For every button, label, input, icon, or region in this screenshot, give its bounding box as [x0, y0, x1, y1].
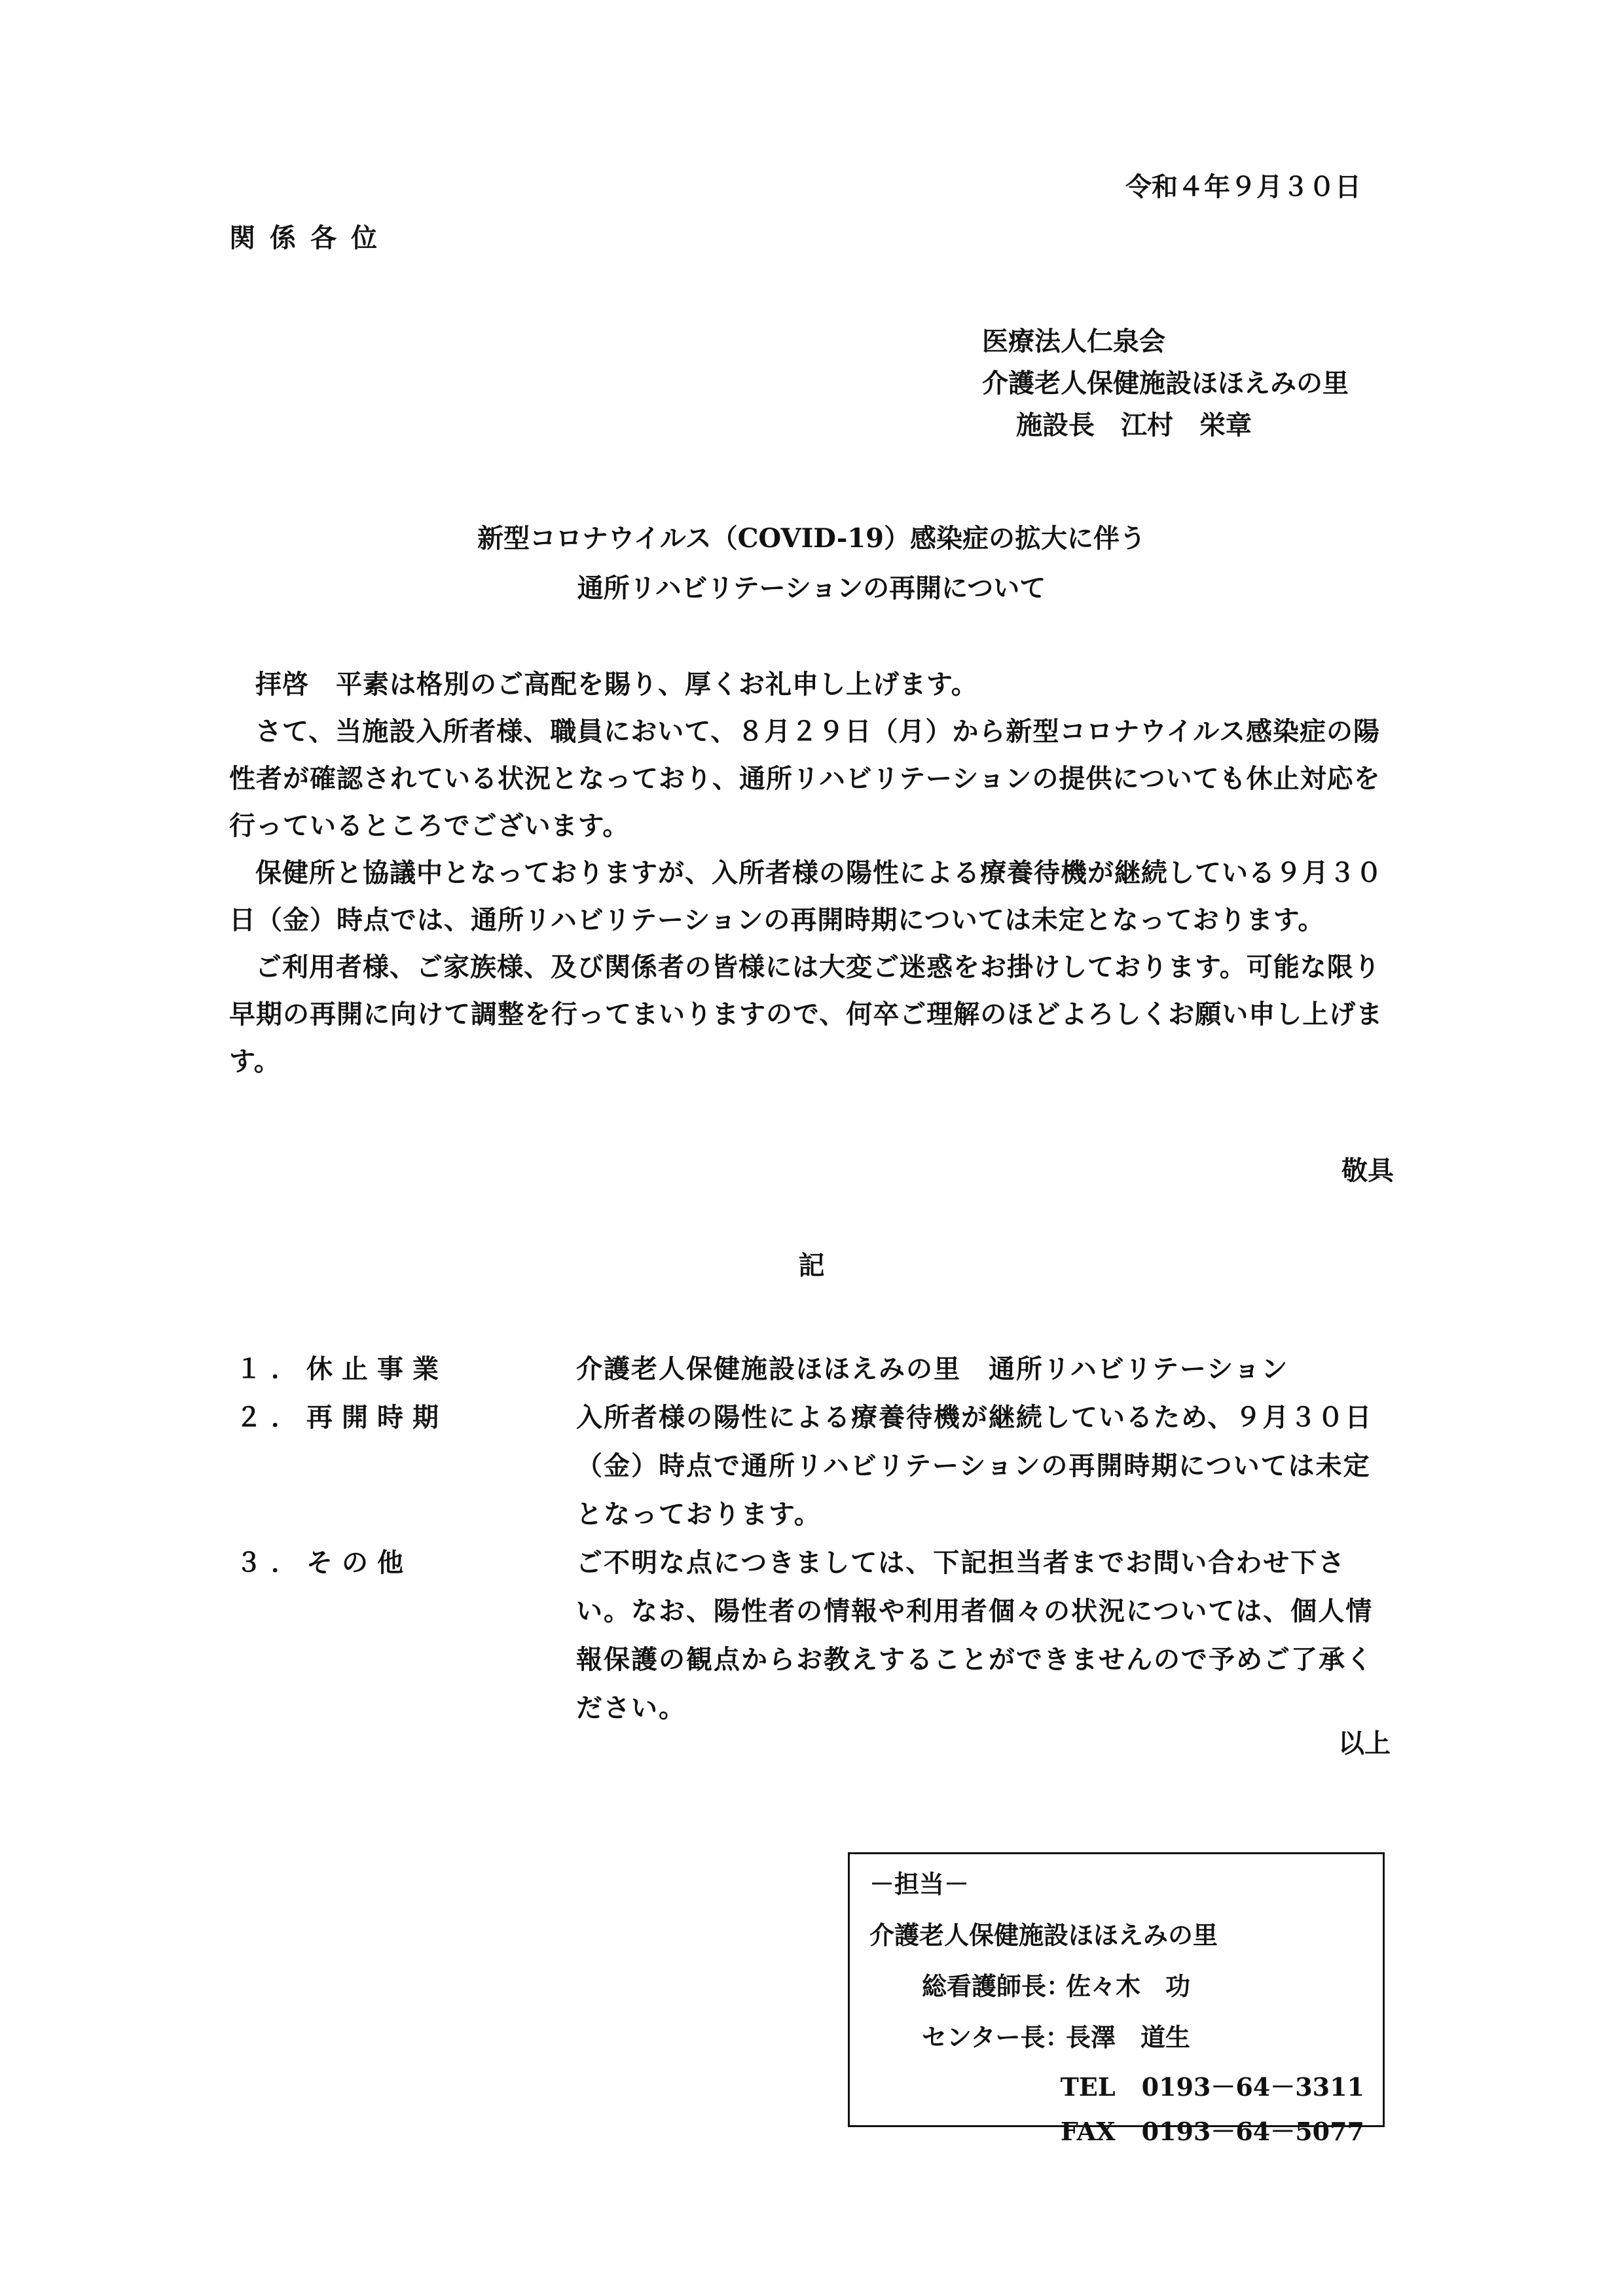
details-list	[236, 1345, 1401, 1732]
closing-keigu: 敬具	[1341, 1155, 1394, 1186]
sender-block	[982, 321, 1349, 446]
contact-name: 佐々木 功	[1066, 1971, 1191, 2001]
detail-value: ご不明な点につきましては、下記担当者までお問い合わせ下さい。なお、陽性者の情報や利用者個々の状況については、個人情報保護の観点からお教えすることができませんので予めご了承ください。	[576, 1547, 1374, 1723]
contact-person-2	[922, 2022, 1190, 2053]
body-paragraph: ご利用者様、ご家族様、及び関係者の皆様には大変ご迷惑をお掛けしております。可能な限り早期の再開に向けて調整を行ってまいりますので、何卒ご理解のほどよろしくお願い申し上げます。	[229, 952, 1383, 1077]
document-date: 令和４年９月３０日	[1125, 171, 1361, 202]
sender-director: 施設長 江村 栄章	[1016, 410, 1252, 440]
sender-organization: 医療法人仁泉会	[982, 326, 1165, 357]
contact-name: 長澤 道生	[1066, 2022, 1191, 2052]
closing-ijo: 以上	[1338, 1728, 1391, 1759]
contact-facility: 介護老人保健施設ほほえみの里	[869, 1920, 1218, 1950]
body-paragraph: 拝啓 平素は格別のご高配を賜り、厚くお礼申し上げます。	[255, 669, 978, 700]
detail-value: 入所者様の陽性による療養待機が継続しているため、９月３０日（金）時点で通所リハビリテーションの再開時期については未定となっております。	[576, 1402, 1373, 1530]
detail-row	[236, 1393, 1401, 1539]
contact-heading: －担当－	[869, 1869, 970, 1899]
contact-box	[848, 1852, 1385, 2146]
contact-person-1	[922, 1971, 1190, 2002]
contact-tel	[1061, 2072, 1364, 2103]
detail-label: ２．再開時期	[236, 1402, 448, 1433]
detail-value: 介護老人保健施設ほほえみの里 通所リハビリテーション	[576, 1354, 1289, 1384]
ki-heading: 記	[798, 1250, 825, 1281]
tel-label: TEL	[1060, 2072, 1116, 2102]
fax-label: FAX	[1060, 2117, 1116, 2146]
detail-row	[236, 1539, 1401, 1732]
detail-row	[236, 1345, 1401, 1393]
sender-facility: 介護老人保健施設ほほえみの里	[982, 368, 1349, 399]
document-title	[0, 514, 1623, 613]
body-text	[229, 661, 1395, 1085]
contact-role: 総看護師長：	[922, 1971, 1072, 2001]
tel-number: 0193－64－3311	[1141, 2072, 1364, 2102]
title-line-2: 通所リハビリテーションの再開について	[577, 573, 1046, 603]
body-paragraph: さて、当施設入所者様、職員において、８月２９日（月）から新型コロナウイルス感染症の陽性者が確認されている状況となっており、通所リハビリテーションの提供についても休止対応を行っているところでございます。	[229, 716, 1381, 841]
detail-label: ３．その他	[236, 1547, 412, 1578]
contact-role: センター長：	[922, 2022, 1070, 2052]
detail-label: １．休止事業	[236, 1354, 448, 1384]
recipient: 関係各位	[229, 223, 392, 253]
contact-fax	[1061, 2116, 1364, 2147]
fax-number: 0193－64－5077	[1141, 2117, 1364, 2146]
title-line-1: 新型コロナウイルス（COVID-19）感染症の拡大に伴う	[477, 523, 1146, 554]
body-paragraph: 保健所と協議中となっておりますが、入所者様の陽性による療養待機が継続している９月３０日（金）時点では、通所リハビリテーションの再開時期については未定となっております。	[229, 857, 1383, 935]
